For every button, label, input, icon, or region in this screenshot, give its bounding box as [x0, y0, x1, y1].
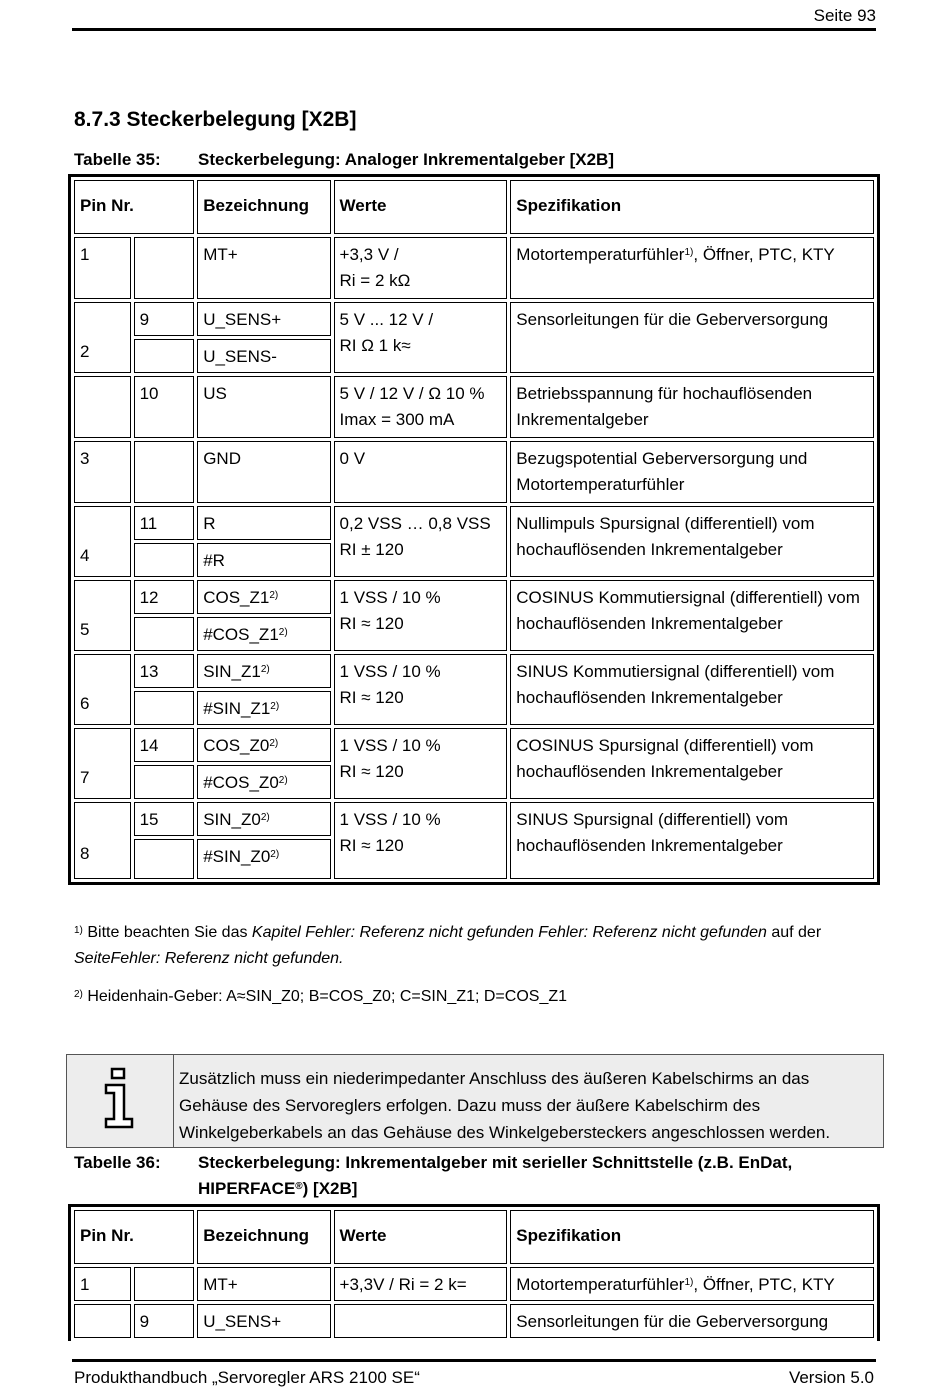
- info-icon: [100, 1067, 140, 1131]
- value-line: RI ± 120: [339, 540, 404, 559]
- value-cell: [334, 237, 508, 299]
- pin-cell: [74, 802, 131, 879]
- table-row: [74, 728, 874, 762]
- title-text: ) [X2B]: [302, 1179, 358, 1198]
- pin-cell: [74, 302, 131, 373]
- pin-cell: 9: [134, 302, 195, 336]
- spec-cell: Bezugspotential Geberversorgung und Motortemperaturfühler: [510, 441, 874, 503]
- footnote-ref: 1): [684, 1277, 694, 1288]
- spec-cell: Nullimpuls Spursignal (differentiell) vom hochauflösenden Inkrementalgeber: [510, 506, 874, 577]
- pin-cell-empty: [134, 617, 195, 651]
- spec-cell: [510, 237, 874, 299]
- pin-cell: [74, 506, 131, 577]
- value-cell: [334, 802, 508, 879]
- value-cell: [334, 1304, 508, 1338]
- footnote-ref: 2): [269, 738, 279, 749]
- table-row: [74, 1304, 874, 1338]
- spec-cell: COSINUS Kommutiersignal (differentiell) vom hochauflösenden Inkrementalgeber: [510, 580, 874, 651]
- pin-cell: 1: [74, 1267, 131, 1301]
- pin-number: 7: [80, 768, 90, 787]
- spec-cell: Betriebsspannung für hochauflösenden Inkrementalgeber: [510, 376, 874, 438]
- table-row: [74, 802, 874, 836]
- info-note: [66, 1054, 884, 1148]
- value-cell: [334, 506, 508, 577]
- value-line: Ri = 2 kΩ: [339, 271, 411, 290]
- pin-cell-empty: [74, 376, 131, 438]
- header-value: Werte: [334, 1210, 508, 1264]
- name-cell: MT+: [197, 1267, 330, 1301]
- page-number: Seite 93: [813, 6, 876, 25]
- signal-name: #COS_Z0: [203, 773, 279, 792]
- value-line: RI ≈ 120: [339, 836, 404, 855]
- value-cell: [334, 376, 508, 438]
- spec-text: , Öffner, PTC, KTY: [693, 245, 835, 264]
- value-line: 1 VSS / 10 %: [339, 736, 441, 755]
- name-cell: U_SENS+: [197, 1304, 330, 1338]
- value-line: 1 VSS / 10 %: [339, 662, 441, 681]
- value-line: RI ≈ 120: [339, 688, 404, 707]
- value-cell: 0 V: [334, 441, 508, 503]
- header-name: Bezeichnung: [197, 180, 330, 234]
- footer-rule: [72, 1359, 876, 1362]
- pin-cell-empty: [134, 1267, 195, 1301]
- value-cell: [334, 728, 508, 799]
- pin-cell-empty: [134, 765, 195, 799]
- table-row: [74, 580, 874, 614]
- footnote-ref: 2): [269, 590, 279, 601]
- footnote-ref: 2): [270, 849, 280, 860]
- table36-title: [198, 1150, 858, 1202]
- spec-text: , Öffner, PTC, KTY: [693, 1275, 835, 1294]
- info-icon-cell: [67, 1055, 174, 1147]
- name-cell: [197, 580, 330, 614]
- name-cell: R: [197, 506, 330, 540]
- table-row: [74, 237, 874, 299]
- header-value: Werte: [334, 180, 508, 234]
- pin-number: 8: [80, 844, 90, 863]
- name-cell: U_SENS+: [197, 302, 330, 336]
- name-cell: [197, 617, 330, 651]
- pin-cell-empty: [134, 339, 195, 373]
- pin-cell: [74, 580, 131, 651]
- pin-cell-empty: [134, 441, 195, 503]
- spec-text: Motortemperaturfühler: [516, 1275, 685, 1294]
- value-line: 5 V / 12 V / Ω 10 %: [339, 384, 485, 403]
- name-cell: U_SENS-: [197, 339, 330, 373]
- header-pin: Pin Nr.: [74, 1210, 194, 1264]
- footnote-ref: 2): [260, 812, 270, 823]
- signal-name: SIN_Z1: [203, 662, 261, 681]
- pin-cell: [74, 654, 131, 725]
- header-spec: Spezifikation: [510, 180, 874, 234]
- section-title: 8.7.3 Steckerbelegung [X2B]: [74, 108, 357, 131]
- pin-number: 4: [80, 546, 90, 565]
- pin-cell: 3: [74, 441, 131, 503]
- name-cell: [197, 691, 330, 725]
- value-line: RI Ω 1 k≈: [339, 336, 411, 355]
- table-row: [74, 506, 874, 540]
- spec-text: Motortemperaturfühler: [516, 245, 685, 264]
- pin-cell-empty: [134, 839, 195, 879]
- name-cell: [197, 765, 330, 799]
- pin-number: 6: [80, 694, 90, 713]
- table-header-row: [74, 180, 874, 234]
- footnote-ref: 2): [278, 627, 288, 638]
- value-line: Imax = 300 mA: [339, 410, 455, 429]
- table35: [68, 174, 880, 885]
- value-line: 1 VSS / 10 %: [339, 810, 441, 829]
- name-cell: MT+: [197, 237, 330, 299]
- name-cell: [197, 654, 330, 688]
- table-row: [74, 302, 874, 336]
- pin-cell: 14: [134, 728, 195, 762]
- signal-name: COS_Z1: [203, 588, 270, 607]
- footnote-ref: 2): [260, 664, 270, 675]
- pin-cell: 9: [134, 1304, 195, 1338]
- footnote-reference-link[interactable]: Kapitel Fehler: Referenz nicht gefunden Fehler: Referenz nicht gefunden: [251, 924, 767, 941]
- footnote-ref: 1): [684, 247, 694, 258]
- table36: [68, 1204, 880, 1341]
- value-cell: [334, 654, 508, 725]
- pin-cell-empty: [74, 1304, 131, 1338]
- spec-cell: SINUS Spursignal (differentiell) vom hochauflösenden Inkrementalgeber: [510, 802, 874, 879]
- value-line: +3,3 V /: [339, 245, 399, 264]
- header-spec: Spezifikation: [510, 1210, 874, 1264]
- spec-cell: SINUS Kommutiersignal (differentiell) vom hochauflösenden Inkrementalgeber: [510, 654, 874, 725]
- spec-cell: COSINUS Spursignal (differentiell) vom hochauflösenden Inkrementalgeber: [510, 728, 874, 799]
- name-cell: #R: [197, 543, 330, 577]
- pin-number: 2: [80, 342, 90, 361]
- footnote-text: Bitte beachten Sie das: [82, 924, 252, 941]
- footnote-mark: 2): [74, 989, 83, 1000]
- footnote-ref: 2): [270, 701, 280, 712]
- value-cell: +3,3V / Ri = 2 k=: [334, 1267, 508, 1301]
- header-pin: Pin Nr.: [74, 180, 194, 234]
- name-cell: [197, 728, 330, 762]
- table-row: [74, 1267, 874, 1301]
- table-header-row: [74, 1210, 874, 1264]
- signal-name: #SIN_Z1: [203, 699, 271, 718]
- name-cell: GND: [197, 441, 330, 503]
- value-line: 5 V ... 12 V /: [339, 310, 434, 329]
- value-line: RI ≈ 120: [339, 614, 404, 633]
- pin-cell: 1: [74, 237, 131, 299]
- signal-name: COS_Z0: [203, 736, 270, 755]
- footer-document-title: Produkthandbuch „Servoregler ARS 2100 SE“: [74, 1368, 420, 1387]
- title-text: Steckerbelegung: Inkrementalgeber mit serieller Schnittstelle (z.B. EnDat, HIPERFACE: [198, 1153, 793, 1198]
- header-rule: [72, 28, 876, 31]
- footer-version: Version 5.0: [788, 1368, 874, 1387]
- footnote-mark: 1): [74, 925, 83, 936]
- table-row: [74, 654, 874, 688]
- table36-label: Tabelle 36:: [74, 1153, 161, 1172]
- pin-cell: 15: [134, 802, 195, 836]
- footnote-text: auf der: [766, 924, 822, 941]
- pin-cell-empty: [134, 237, 195, 299]
- signal-name: #COS_Z1: [203, 625, 279, 644]
- pin-number: 5: [80, 620, 90, 639]
- value-cell: [334, 580, 508, 651]
- pin-cell: [74, 728, 131, 799]
- info-text: Zusätzlich muss ein niederimpedanter Anschluss des äußeren Kabelschirms an das Gehäuse des Servoreglers erfolgen. Dazu muss der äußere Kabelschirm des Winkelgeberkabels an das Gehäuse des Winkelgebersteckers angeschlossen werden.: [179, 1069, 831, 1142]
- table-row: [74, 376, 874, 438]
- value-line: 0,2 VSS … 0,8 VSS: [339, 514, 491, 533]
- pin-cell: 12: [134, 580, 195, 614]
- footnote-text: Heidenhain-Geber: A≈SIN_Z0; B=COS_Z0; C=SIN_Z1; D=COS_Z1: [82, 988, 568, 1005]
- footnote-reference-link[interactable]: SeiteFehler: Referenz nicht gefunden.: [74, 950, 344, 967]
- pin-cell: 13: [134, 654, 195, 688]
- value-cell: [334, 302, 508, 373]
- registered-mark: ®: [295, 1181, 303, 1192]
- value-line: RI ≈ 120: [339, 762, 404, 781]
- name-cell: [197, 839, 330, 879]
- signal-name: SIN_Z0: [203, 810, 261, 829]
- pin-cell-empty: [134, 691, 195, 725]
- pin-cell: 10: [134, 376, 195, 438]
- signal-name: #SIN_Z0: [203, 847, 271, 866]
- footnote-2: [74, 984, 874, 1010]
- pin-cell: 11: [134, 506, 195, 540]
- footnote-1: [74, 920, 874, 972]
- spec-cell: [510, 1267, 874, 1301]
- table-row: [74, 441, 874, 503]
- name-cell: [197, 802, 330, 836]
- footnote-ref: 2): [278, 775, 288, 786]
- table35-title: Steckerbelegung: Analoger Inkrementalgeber [X2B]: [198, 150, 614, 169]
- spec-cell: Sensorleitungen für die Geberversorgung: [510, 1304, 874, 1338]
- header-name: Bezeichnung: [197, 1210, 330, 1264]
- spec-cell: Sensorleitungen für die Geberversorgung: [510, 302, 874, 373]
- table35-label: Tabelle 35:: [74, 150, 161, 169]
- name-cell: US: [197, 376, 330, 438]
- pin-cell-empty: [134, 543, 195, 577]
- value-line: 1 VSS / 10 %: [339, 588, 441, 607]
